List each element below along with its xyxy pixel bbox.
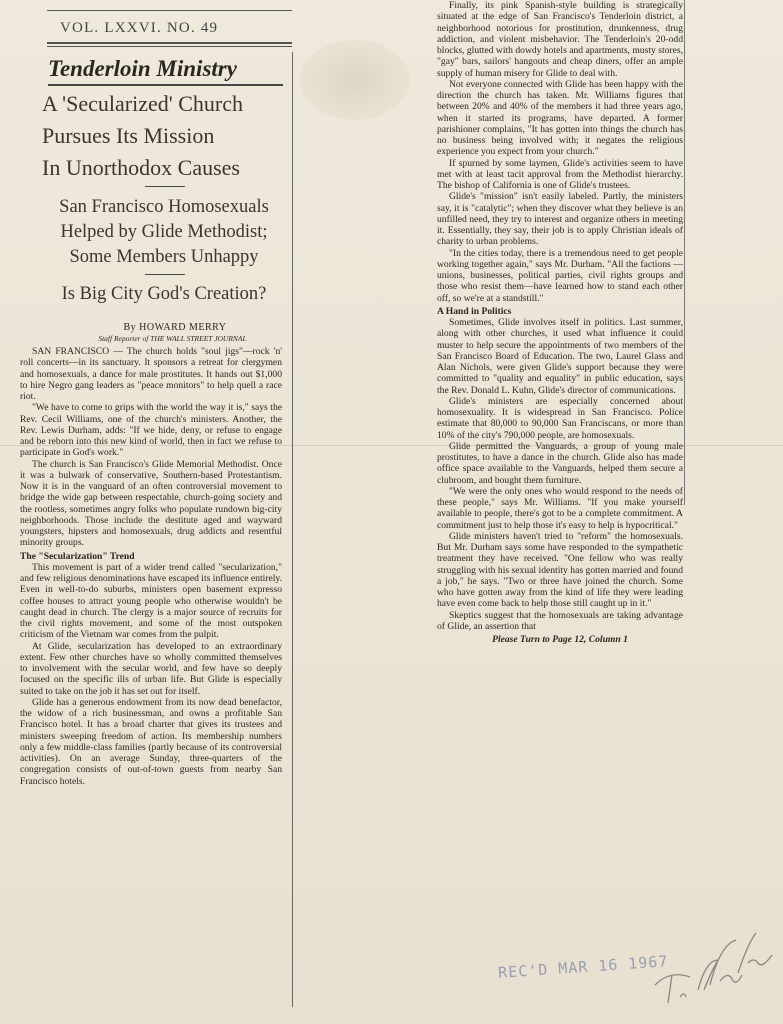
article-paragraph: Not everyone connected with Glide has been happy with the direction the church has taken. Mr. Williams figures that between 20% and 40% of the members it had three years ago, when it started its programs, have departed. A former parishioner complains, "It has gotten into things the church has no business being involved with; it negates the religious experience you expect from your church." xyxy=(437,78,683,158)
section-subhead: The "Secularization" Trend xyxy=(20,550,135,562)
article-paragraph: Glide permitted the Vanguards, a group of young male prostitutes, to have a dance in the church. Glide also has made office space available to the Vanguards, helped them secure a clubroom, and bought them furniture. xyxy=(437,440,683,486)
handwritten-signature xyxy=(650,915,780,1015)
deck1-line: In Unorthodox Causes xyxy=(42,155,240,180)
paper-stain xyxy=(300,40,410,120)
article-paragraph: This movement is part of a wider trend called "secularization," and few religious denominations have escaped its influence entirely. Even in well-to-do suburbs, ministers open basement expresso coffee houses to attract young people who otherwise wouldn't be caught dead in church. The clergy is a major source of recruits for the civil rights movement, and some of the most outspoken criticism of the Vietnam war comes from the pulpit. xyxy=(20,561,282,641)
article-paragraph: "In the cities today, there is a tremendous need to get people working together again," says Mr. Durham. "All the factions — unions, businesses, political parties, civil rights groups and those who resist them—have learned how to stand each other off, so we're at a standstill." xyxy=(437,247,683,304)
column-divider-right xyxy=(684,0,685,505)
deck2-line: Some Members Unhappy xyxy=(69,247,259,267)
article-paragraph: SAN FRANCISCO — The church holds "soul jigs"—rock 'n' roll concerts—in its sanctuary. It sponsors a retreat for clergymen and homosexuals, a dance for male prostitutes. It hands out $1,000 to hire Negro gang leaders as "peace monitors" to help quell a race riot. xyxy=(20,346,282,402)
headline-deck-1 xyxy=(42,88,287,184)
article-paragraph: Finally, its pink Spanish-style building is strategically situated at the edge of San Francisco's Tenderloin district, a neighborhood notorious for prostitution, drunkenness, drug addiction, and violent misbehavior. The Tenderloin's 20-odd blocks, glutted with dowdy hotels and apartments, musty stores, "gay" bars, sailors' hangouts and cheap diners, offer an ample supply of human misery for Glide to deal with. xyxy=(437,0,683,79)
column-divider xyxy=(292,52,293,1007)
article-paragraph: Glide's ministers are especially concerned about homosexuality. It is widespread in San Francisco. Police estimate that 80,000 to 90,000 San Franciscans, or more than 10% of the city's 790,000 people, are homosexuals. xyxy=(437,395,683,441)
volume-line: VOL. LXXVI. NO. 49 xyxy=(60,20,219,36)
headline-separator xyxy=(145,186,185,187)
received-stamp: REC'D MAR 16 1967 xyxy=(497,952,669,982)
masthead-rule-thin xyxy=(47,46,292,47)
masthead-rule-top xyxy=(47,10,292,11)
article-paragraph: "We have to come to grips with the world the way it is," says the Rev. Cecil Williams, one of the church's ministers. Another, the Rev. Lewis Durham, adds: "If we hide, deny, or refuse to engage and be reborn into this new kind of world, then in fact we refuse to participate in God's work." xyxy=(20,402,282,459)
deck2-line: Helped by Glide Methodist; xyxy=(60,222,268,242)
headline-deck-2 xyxy=(38,195,290,270)
article-paragraph: The church is San Francisco's Glide Memorial Methodist. Once it was a bulwark of conservative, Southern-based Protestantism. Now it is in the vanguard of an often controversial movement to bridge the wide gap between respectable, church-going society and the rootless, sometimes angry folks who populate rundown big-city neighborhoods. Those include the destitute aged and wayward youngsters, hipsters and homosexuals, drug addicts and resentful minority groups. xyxy=(20,458,282,549)
deck1-line: A 'Secularized' Church xyxy=(42,91,243,116)
article-paragraph: "We were the only ones who would respond to the needs of these people," says Mr. Williams. "If you make yourself available to people, there's got to be a complete commitment. A commitment just to help those it's easy to help is hypocritical." xyxy=(437,485,683,531)
article-paragraph: Glide ministers haven't tried to "reform" the homosexuals. But Mr. Durham says some have responded to the sympathetic treatment they have received. "One fellow who was really struggling with his sexual identity has gotten married and found a job," he says. "Two or three have joined the church. Some who have gotten away from the kind of life they were leading have even come back to help those still caught up in it." xyxy=(437,530,683,610)
masthead-rule xyxy=(47,42,292,44)
headline-kicker: Tenderloin Ministry xyxy=(48,56,283,86)
headline-deck-3: Is Big City God's Creation? xyxy=(61,284,267,304)
deck2-line: San Francisco Homosexuals xyxy=(59,197,269,217)
article-column-2 xyxy=(437,0,683,645)
byline: By HOWARD MERRY xyxy=(123,322,227,333)
continuation-note: Please Turn to Page 12, Column 1 xyxy=(492,634,628,645)
article-paragraph: Glide has a generous endowment from its now dead benefactor, the widow of a rich businessman, and owns a profitable San Francisco hotel. It has a broad charter that gives its trustees and ministers sweeping freedom of action. Its membership numbers only a few middle-class families (partly because of its controversial activities). On an average Sunday, three-quarters of the congregation consists of out-of-town guests from nearby San Francisco hotels. xyxy=(20,696,282,787)
article-column-1 xyxy=(20,346,282,787)
article-paragraph: Skeptics suggest that the homosexuals are taking advantage of Glide, an assertion that xyxy=(437,609,683,632)
reporter-credit: Staff Reporter of THE WALL STREET JOURNAL xyxy=(98,334,247,343)
deck1-line: Pursues Its Mission xyxy=(42,123,215,148)
article-paragraph: Sometimes, Glide involves itself in politics. Last summer, along with other churches, it used what influence it could muster to help secure the appointments of two members of the San Francisco Board of Education. The two, Laurel Glass and Alan Nichols, were given Glide's support because they were committed to "quality and equality" in public education, says the Rev. Donald L. Kuhn, Glide's director of communications. xyxy=(437,317,683,396)
article-paragraph: If spurned by some laymen, Glide's activities seem to have met with at least tacit approval from the Methodist hierarchy. The bishop of California is one of Glide's trustees. xyxy=(437,157,683,191)
section-subhead: A Hand in Politics xyxy=(437,305,512,317)
article-paragraph: Glide's "mission" isn't easily labeled. Partly, the ministers say, it is "catalytic"; when they discover what they believe is an unfilled need, they try to interest and organize others in meeting it. Essentially, they say, their job is to apply Christian ideals of charity to urban problems. xyxy=(437,191,683,248)
article-paragraph: At Glide, secularization has developed to an extraordinary extent. Few other churches have so wholly committed themselves to involvement with the secular world, and few have so deeply focused on the specific ills of urban life. But Glide is especially suited to take on the job it has set out for itself. xyxy=(20,640,282,697)
headline-separator xyxy=(145,274,185,275)
